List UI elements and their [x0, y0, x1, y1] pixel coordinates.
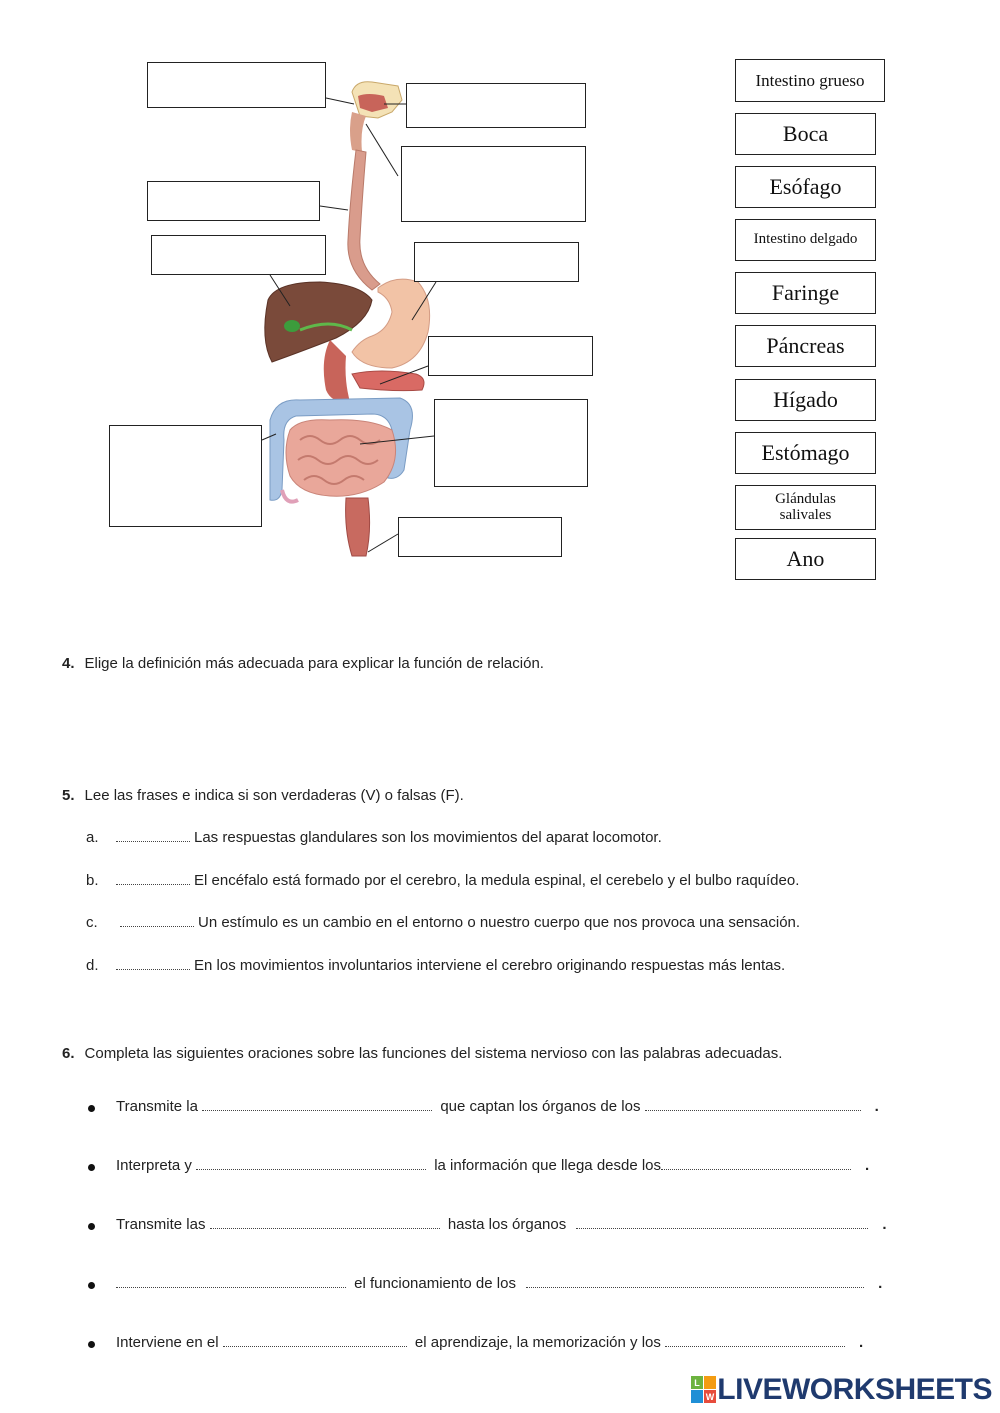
diagram-label-box[interactable] — [147, 62, 326, 108]
answer-blank[interactable] — [202, 1100, 432, 1111]
answer-blank[interactable] — [116, 959, 190, 970]
answer-blank[interactable] — [645, 1100, 861, 1111]
statement-text: El encéfalo está formado por el cerebro, la medula espinal, el cerebelo y el bulbo raquídeo. — [194, 872, 800, 889]
fill-line — [116, 1334, 863, 1351]
word-bank-item[interactable]: Esófago — [735, 166, 876, 208]
fill-text-b: el aprendizaje, la memorización y los — [414, 1334, 661, 1351]
logo-letter-l: L — [694, 1378, 701, 1388]
answer-blank[interactable] — [120, 916, 194, 927]
answer-blank[interactable] — [116, 831, 190, 842]
fill-text-b: la información que llega desde los — [434, 1157, 662, 1174]
question-text: Completa las siguientes oraciones sobre las funciones del sistema nervioso con las palabras adecuadas. — [84, 1045, 783, 1062]
fill-end: . — [878, 1275, 883, 1292]
answer-blank[interactable] — [116, 1277, 346, 1288]
bullet-icon — [88, 1341, 95, 1348]
answer-blank[interactable] — [576, 1218, 868, 1229]
statement-c — [86, 914, 800, 931]
question-text: Elige la definición más adecuada para explicar la función de relación. — [84, 655, 544, 672]
bullet-icon — [88, 1223, 95, 1230]
question-text: Lee las frases e indica si son verdaderas (V) o falsas (F). — [84, 787, 464, 804]
logo-mark-icon — [691, 1376, 717, 1404]
answer-blank[interactable] — [223, 1336, 407, 1347]
statement-text: En los movimientos involuntarios interviene el cerebro originando respuestas más lentas. — [194, 957, 786, 974]
question-6 — [62, 1045, 782, 1062]
word-bank-item[interactable]: Estómago — [735, 432, 876, 474]
bullet-icon — [88, 1105, 95, 1112]
fill-line — [116, 1216, 887, 1233]
word-bank-item[interactable]: Intestino delgado — [735, 219, 876, 261]
fill-text-b: el funcionamiento de los — [354, 1275, 516, 1292]
statement-d — [86, 957, 785, 974]
word-bank-item[interactable]: Boca — [735, 113, 876, 155]
fill-end: . — [865, 1157, 870, 1174]
statement-letter: d. — [86, 957, 99, 974]
diagram-label-box[interactable] — [151, 235, 326, 275]
fill-text-b: hasta los órganos — [447, 1216, 567, 1233]
answer-blank[interactable] — [210, 1218, 440, 1229]
statement-a — [86, 829, 662, 846]
rectum-shape — [346, 498, 370, 556]
duodenum-shape — [324, 340, 350, 402]
fill-text-a: Interviene en el — [116, 1334, 219, 1351]
question-5 — [62, 787, 464, 804]
answer-blank[interactable] — [526, 1277, 864, 1288]
statement-letter: b. — [86, 872, 99, 889]
question-number: 6. — [62, 1045, 75, 1062]
word-bank-item[interactable]: Faringe — [735, 272, 876, 314]
diagram-label-box[interactable] — [109, 425, 262, 527]
fill-text-a: Interpreta y — [116, 1157, 192, 1174]
answer-blank[interactable] — [665, 1336, 845, 1347]
liveworksheets-logo[interactable] — [691, 1373, 992, 1407]
question-4 — [62, 655, 544, 672]
fill-end: . — [859, 1334, 864, 1351]
statement-letter: a. — [86, 829, 99, 846]
answer-blank[interactable] — [661, 1159, 851, 1170]
word-bank-item[interactable]: Glándulas salivales — [735, 485, 876, 530]
fill-text-a: Transmite las — [116, 1216, 206, 1233]
word-bank-item[interactable]: Hígado — [735, 379, 876, 421]
fill-end: . — [874, 1098, 879, 1115]
diagram-label-box[interactable] — [428, 336, 593, 376]
statement-letter: c. — [86, 914, 98, 931]
diagram-label-box[interactable] — [398, 517, 562, 557]
gallbladder-shape — [284, 320, 300, 332]
logo-text: LIVEWORKSHEETS — [717, 1373, 992, 1406]
logo-letter-w: W — [706, 1392, 715, 1402]
question-number: 4. — [62, 655, 75, 672]
statement-b — [86, 872, 799, 889]
statement-text: Un estímulo es un cambio en el entorno o nuestro cuerpo que nos provoca una sensación. — [198, 914, 801, 931]
bullet-icon — [88, 1164, 95, 1171]
word-bank-item[interactable]: Ano — [735, 538, 876, 580]
fill-text-a: Transmite la — [116, 1098, 198, 1115]
fill-text-b: que captan los órganos de los — [440, 1098, 641, 1115]
esophagus-shape — [348, 150, 380, 290]
bullet-icon — [88, 1282, 95, 1289]
statement-text: Las respuestas glandulares son los movimientos del aparat locomotor. — [194, 829, 662, 846]
fill-line — [116, 1098, 879, 1115]
word-bank-item[interactable]: Páncreas — [735, 325, 876, 367]
diagram-label-box[interactable] — [401, 146, 586, 222]
diagram-label-box[interactable] — [434, 399, 588, 487]
question-number: 5. — [62, 787, 75, 804]
diagram-label-box[interactable] — [406, 83, 586, 128]
pharynx-shape — [350, 112, 366, 152]
answer-blank[interactable] — [116, 874, 190, 885]
word-bank-item[interactable]: Intestino grueso — [735, 59, 885, 102]
answer-blank[interactable] — [196, 1159, 426, 1170]
fill-line — [116, 1157, 869, 1174]
diagram-label-box[interactable] — [147, 181, 320, 221]
diagram-label-box[interactable] — [414, 242, 579, 282]
fill-end: . — [882, 1216, 887, 1233]
fill-line — [116, 1275, 882, 1292]
